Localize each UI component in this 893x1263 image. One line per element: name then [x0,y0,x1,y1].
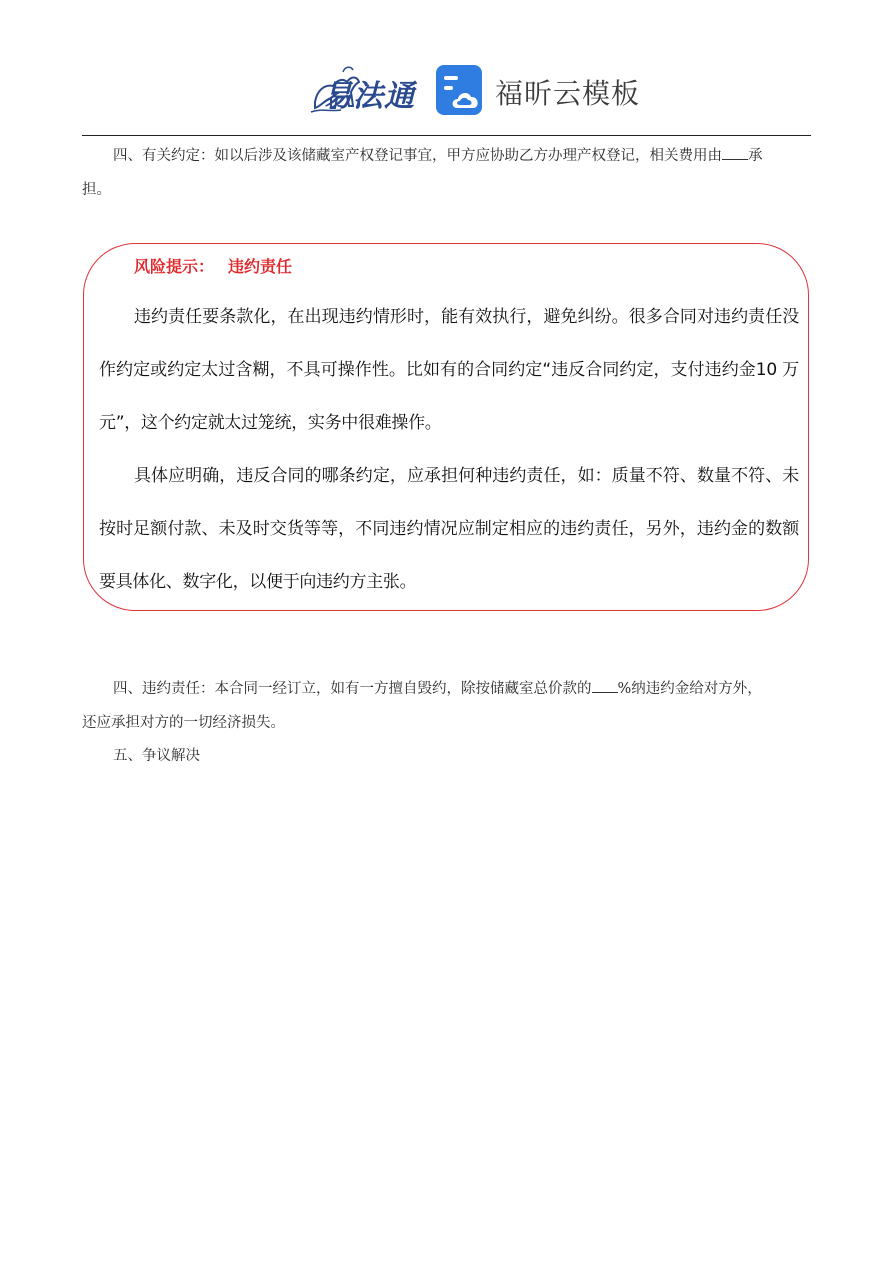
risk-tip-body [99,291,799,609]
risk-paragraph-2: 具体应明确，违反合同的哪条约定，应承担何种违约责任，如：质量不符、数量不符、未按时足额付款、未及时交货等等，不同违约情况应制定相应的违约责任，另外，违约金的数额要具体化、数字化，以便于向违约方主张。 [99,466,799,592]
page-header [0,56,893,126]
clause-text: 还应承担对方的一切经济损失。 [82,715,285,731]
fuxin-template-logo-text: 福昕云模板 [495,77,641,110]
risk-tip-title [134,254,292,277]
clause-text: 承 [748,148,763,164]
risk-tip-topic: 违约责任 [228,257,293,276]
clause-4-liability [82,672,811,740]
fuxin-cloud-logo-icon [435,64,485,116]
fill-in-blank [592,678,618,693]
fill-in-blank [722,145,748,160]
clause-text: 四、违约责任：本合同一经订立，如有一方擅自毁约，除按储藏室总价款的 [113,681,592,697]
yifatong-logo-text: 易法通 [322,79,415,114]
header-divider [82,135,811,136]
risk-tip-label: 风险提示： [134,257,215,276]
clause-4-agreement [82,139,811,207]
clause-text: %纳违约金给对方外， [617,681,762,697]
clause-text: 担。 [82,182,111,198]
risk-paragraph-1: 违约责任要条款化，在出现违约情形时，能有效执行，避免纠纷。很多合同对违约责任没作约定或约定太过含糊，不具可操作性。比如有的合同约定“违反合同约定，支付违约金10 万元”，这个约定就太过笼统，实务中很难操作。 [99,307,799,433]
clause-5-title: 五、争议解决 [113,748,200,764]
clause-text: 四、有关约定：如以后涉及该储藏室产权登记事宜，甲方应协助乙方办理产权登记，相关费用由 [113,148,722,164]
